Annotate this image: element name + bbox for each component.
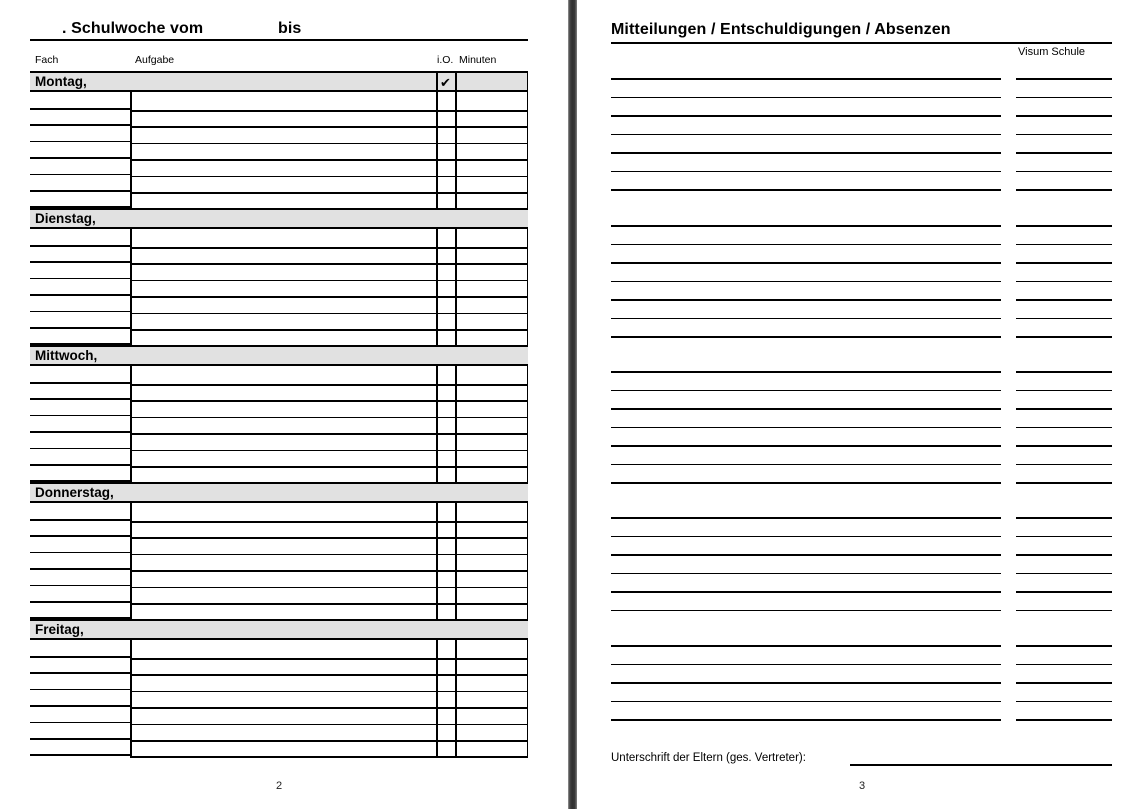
row-line-fach bbox=[30, 754, 130, 756]
right-title-underline bbox=[611, 42, 1112, 44]
visum-line bbox=[1016, 318, 1112, 320]
ruled-line bbox=[611, 281, 1001, 283]
row-line-fach bbox=[30, 464, 130, 466]
row-line-aufgabe bbox=[130, 400, 528, 402]
visum-line bbox=[1016, 536, 1112, 538]
visum-schule-label: Visum Schule bbox=[1018, 46, 1086, 58]
page-number-left: 2 bbox=[275, 780, 283, 792]
ruled-line bbox=[611, 664, 1001, 666]
book-binding bbox=[568, 0, 577, 809]
ruled-line bbox=[611, 573, 1001, 575]
row-line-fach bbox=[30, 278, 130, 280]
ruled-line bbox=[611, 299, 1001, 301]
row-line-fach bbox=[30, 535, 130, 537]
ruled-line bbox=[611, 336, 1001, 338]
ruled-line bbox=[611, 645, 1001, 647]
row-line-fach bbox=[30, 552, 130, 554]
day-header-bar bbox=[30, 210, 528, 227]
ruled-line bbox=[611, 171, 1001, 173]
table-right-border bbox=[527, 640, 529, 757]
visum-line bbox=[1016, 719, 1112, 721]
row-line-fach bbox=[30, 672, 130, 674]
visum-line bbox=[1016, 152, 1112, 154]
column-header-fach: Fach bbox=[35, 54, 59, 66]
row-line-aufgabe bbox=[130, 433, 528, 435]
row-line-aufgabe bbox=[130, 658, 528, 660]
row-line-fach bbox=[30, 689, 130, 691]
day-header-bar bbox=[30, 621, 528, 638]
row-line-fach bbox=[30, 415, 130, 417]
row-line-fach bbox=[30, 294, 130, 296]
visum-line bbox=[1016, 445, 1112, 447]
row-line-aufgabe bbox=[130, 110, 528, 112]
ruled-line bbox=[611, 97, 1001, 99]
row-line-aufgabe bbox=[130, 263, 528, 265]
visum-line bbox=[1016, 464, 1112, 466]
day-label: Freitag, bbox=[35, 622, 84, 637]
ruled-line bbox=[611, 225, 1001, 227]
day-header-bar bbox=[30, 347, 528, 364]
row-line-aufgabe bbox=[130, 521, 528, 523]
visum-line bbox=[1016, 554, 1112, 556]
visum-line bbox=[1016, 299, 1112, 301]
ruled-line bbox=[611, 427, 1001, 429]
ruled-line bbox=[611, 390, 1001, 392]
row-line-aufgabe bbox=[130, 126, 528, 128]
ruled-line bbox=[611, 464, 1001, 466]
ruled-line bbox=[611, 554, 1001, 556]
io-column-left-border bbox=[436, 71, 438, 208]
day-bar-bottom-border bbox=[30, 501, 528, 503]
ruled-line bbox=[611, 445, 1001, 447]
visum-line bbox=[1016, 171, 1112, 173]
row-line-fach bbox=[30, 327, 130, 329]
visum-line bbox=[1016, 390, 1112, 392]
table-right-border bbox=[527, 366, 529, 483]
row-line-aufgabe bbox=[130, 740, 528, 742]
day-bar-bottom-border bbox=[30, 364, 528, 366]
ruled-line bbox=[611, 517, 1001, 519]
ruled-line bbox=[611, 152, 1001, 154]
row-line-aufgabe bbox=[130, 707, 528, 709]
row-line-aufgabe bbox=[130, 384, 528, 386]
visum-line bbox=[1016, 517, 1112, 519]
ruled-line bbox=[611, 262, 1001, 264]
visum-line bbox=[1016, 482, 1112, 484]
title-underline bbox=[30, 39, 528, 41]
row-line-aufgabe bbox=[130, 192, 528, 194]
visum-line bbox=[1016, 371, 1112, 373]
io-column-left-border bbox=[436, 366, 438, 483]
row-line-aufgabe bbox=[130, 280, 528, 282]
visum-line bbox=[1016, 262, 1112, 264]
row-line-fach bbox=[30, 519, 130, 521]
visum-line bbox=[1016, 97, 1112, 99]
ruled-line bbox=[611, 610, 1001, 612]
signature-line bbox=[850, 764, 1112, 766]
row-line-fach bbox=[30, 190, 130, 192]
row-line-fach bbox=[30, 382, 130, 384]
io-column-right-border bbox=[455, 71, 457, 208]
visum-line bbox=[1016, 682, 1112, 684]
day-label: Donnerstag, bbox=[35, 485, 114, 500]
ruled-line bbox=[611, 536, 1001, 538]
visum-line bbox=[1016, 427, 1112, 429]
visum-line bbox=[1016, 591, 1112, 593]
ruled-line bbox=[611, 78, 1001, 80]
visum-line bbox=[1016, 701, 1112, 703]
day-bar-bottom-border bbox=[30, 638, 528, 640]
row-line-aufgabe bbox=[130, 176, 528, 178]
visum-line bbox=[1016, 244, 1112, 246]
day-label: Mittwoch, bbox=[35, 348, 98, 363]
row-line-aufgabe bbox=[130, 724, 528, 726]
row-line-fach bbox=[30, 585, 130, 587]
row-line-fach bbox=[30, 141, 130, 143]
day-label: Dienstag, bbox=[35, 211, 96, 226]
row-line-fach bbox=[30, 431, 130, 433]
left-page-title-bis: bis bbox=[278, 20, 302, 37]
column-header-io: i.O. bbox=[437, 54, 454, 66]
row-line-aufgabe bbox=[130, 603, 528, 605]
ruled-line bbox=[611, 318, 1001, 320]
row-line-fach bbox=[30, 568, 130, 570]
row-line-aufgabe bbox=[130, 247, 528, 249]
ruled-line bbox=[611, 682, 1001, 684]
ruled-line bbox=[611, 408, 1001, 410]
visum-line bbox=[1016, 336, 1112, 338]
row-line-fach bbox=[30, 656, 130, 658]
day-bar-bottom-border bbox=[30, 90, 528, 92]
io-column-left-border bbox=[436, 229, 438, 346]
table-right-border bbox=[527, 229, 529, 346]
io-column-right-border bbox=[455, 229, 457, 346]
row-line-fach bbox=[30, 311, 130, 313]
visum-line bbox=[1016, 664, 1112, 666]
row-line-fach bbox=[30, 705, 130, 707]
left-page-homework bbox=[0, 0, 568, 809]
ruled-line bbox=[611, 189, 1001, 191]
row-line-aufgabe bbox=[130, 313, 528, 315]
io-column-right-border bbox=[455, 366, 457, 483]
row-line-fach bbox=[30, 174, 130, 176]
row-line-aufgabe bbox=[130, 537, 528, 539]
row-line-aufgabe bbox=[130, 691, 528, 693]
table-right-border bbox=[527, 71, 529, 208]
visum-line bbox=[1016, 225, 1112, 227]
ruled-line bbox=[611, 371, 1001, 373]
visum-line bbox=[1016, 408, 1112, 410]
fach-aufgabe-divider bbox=[130, 92, 132, 209]
visum-line bbox=[1016, 78, 1112, 80]
visum-line bbox=[1016, 134, 1112, 136]
row-line-aufgabe bbox=[130, 570, 528, 572]
row-line-fach bbox=[30, 738, 130, 740]
row-line-fach bbox=[30, 448, 130, 450]
io-column-left-border bbox=[436, 503, 438, 620]
row-line-fach bbox=[30, 722, 130, 724]
visum-line bbox=[1016, 115, 1112, 117]
visum-line bbox=[1016, 189, 1112, 191]
visum-line bbox=[1016, 645, 1112, 647]
row-line-aufgabe bbox=[130, 587, 528, 589]
table-right-border bbox=[527, 503, 529, 620]
io-column-right-border bbox=[455, 640, 457, 757]
visum-line bbox=[1016, 281, 1112, 283]
day-header-bar bbox=[30, 484, 528, 501]
fach-aufgabe-divider bbox=[130, 503, 132, 620]
row-line-fach bbox=[30, 601, 130, 603]
checkmark-icon: ✔ bbox=[440, 75, 451, 90]
row-line-fach bbox=[30, 108, 130, 110]
row-line-fach bbox=[30, 261, 130, 263]
visum-line bbox=[1016, 610, 1112, 612]
row-line-aufgabe bbox=[130, 143, 528, 145]
row-line-fach bbox=[30, 245, 130, 247]
row-line-aufgabe bbox=[130, 159, 528, 161]
row-line-fach bbox=[30, 157, 130, 159]
column-header-minuten: Minuten bbox=[459, 54, 497, 66]
ruled-line bbox=[611, 115, 1001, 117]
row-line-aufgabe bbox=[130, 450, 528, 452]
ruled-line bbox=[611, 719, 1001, 721]
row-line-aufgabe bbox=[130, 554, 528, 556]
fach-aufgabe-divider bbox=[130, 640, 132, 757]
fach-aufgabe-divider bbox=[130, 366, 132, 483]
row-line-aufgabe bbox=[130, 329, 528, 331]
ruled-line bbox=[611, 482, 1001, 484]
row-line-fach bbox=[30, 398, 130, 400]
day-bar-bottom-border bbox=[30, 227, 528, 229]
page-number-right: 3 bbox=[858, 780, 866, 792]
io-column-right-border bbox=[455, 503, 457, 620]
ruled-line bbox=[611, 591, 1001, 593]
fach-aufgabe-divider bbox=[130, 229, 132, 346]
row-line-aufgabe bbox=[130, 296, 528, 298]
visum-line bbox=[1016, 573, 1112, 575]
left-page-title: . Schulwoche vom bbox=[62, 20, 204, 37]
right-page-title: Mitteilungen / Entschuldigungen / Absenzen bbox=[611, 21, 951, 38]
row-line-fach bbox=[30, 124, 130, 126]
row-line-aufgabe bbox=[130, 417, 528, 419]
column-header-aufgabe: Aufgabe bbox=[135, 54, 175, 66]
right-page-mitteilungen bbox=[577, 0, 1147, 809]
row-line-aufgabe bbox=[130, 466, 528, 468]
ruled-line bbox=[611, 701, 1001, 703]
signature-label: Unterschrift der Eltern (ges. Vertreter): bbox=[611, 752, 806, 764]
ruled-line bbox=[611, 134, 1001, 136]
io-column-left-border bbox=[436, 640, 438, 757]
ruled-line bbox=[611, 244, 1001, 246]
table-bottom-line bbox=[130, 756, 528, 758]
row-line-aufgabe bbox=[130, 674, 528, 676]
day-label: Montag, bbox=[35, 74, 87, 89]
